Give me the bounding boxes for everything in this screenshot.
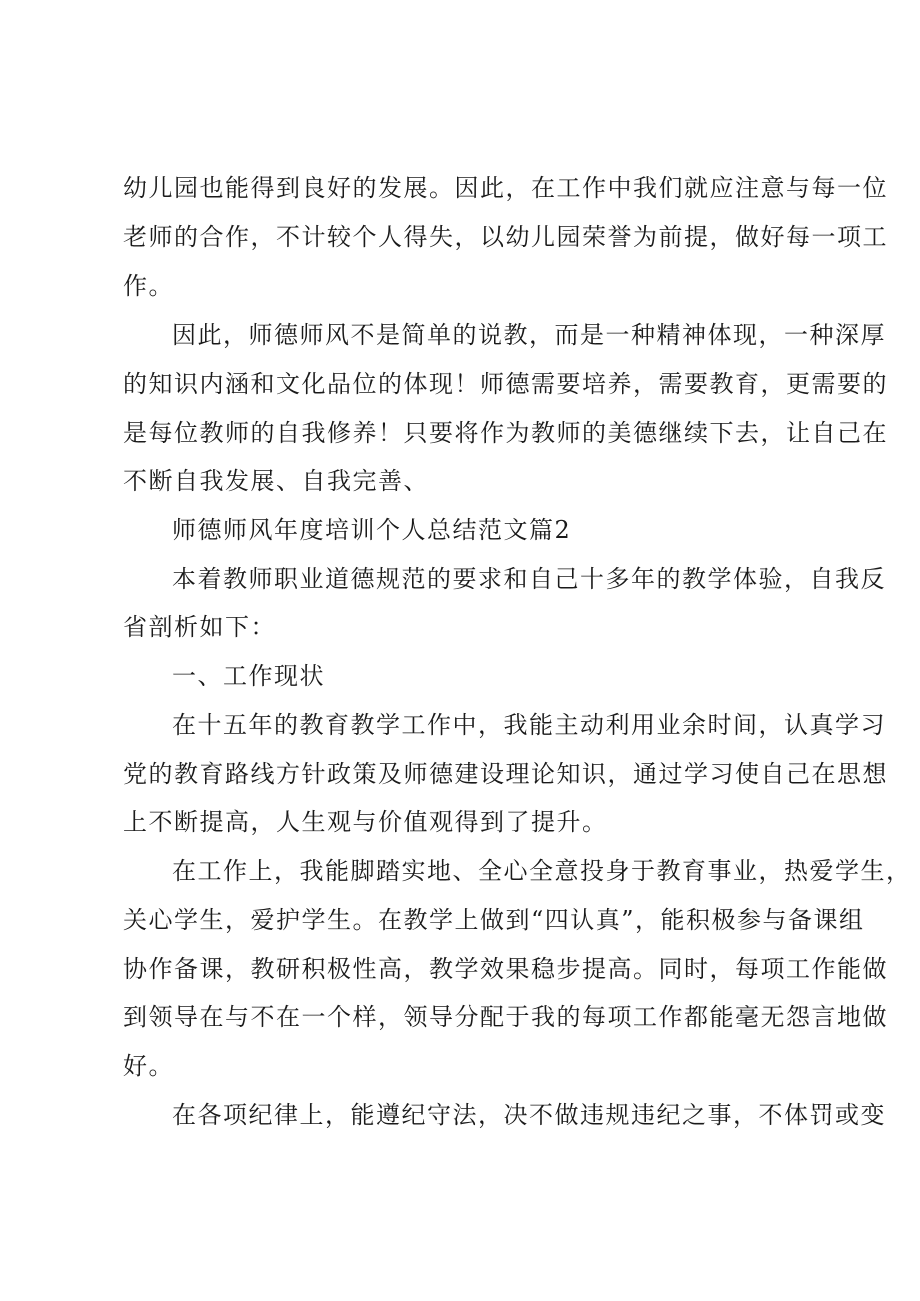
paragraph-start-line: 在各项纪律上，能遵纪守法，决不做违规违纪之事，不体罚或变 (172, 1101, 886, 1129)
text-line: 作。 (123, 272, 174, 300)
paragraph-start-line: 本着教师职业道德规范的要求和自己十多年的教学体验，自我反 (172, 565, 886, 593)
paragraph-start-line: 在工作上，我能脚踏实地、全心全意投身于教育事业，热爱学生， (172, 857, 912, 885)
paragraph-start-line: 因此，师德师风不是简单的说教，而是一种精神体现，一种深厚 (172, 321, 886, 349)
text-line: 幼儿园也能得到良好的发展。因此，在工作中我们就应注意与每一位 (123, 174, 888, 202)
text-line: 不断自我发展、自我完善、 (123, 467, 429, 495)
text-line: 好。 (123, 1052, 174, 1080)
text-line: 到领导在与不在一个样，领导分配于我的每项工作都能毫无怨言地做 (123, 1003, 888, 1031)
text-line: 关心学生，爱护学生。在教学上做到“四认真”，能积极参与备课组 (123, 906, 865, 934)
text-line: 是每位教师的自我修养！只要将作为教师的美德继续下去，让自己在 (123, 419, 888, 447)
section-title: 师德师风年度培训个人总结范文篇2 (172, 516, 572, 544)
text-line: 协作备课，教研积极性高，教学效果稳步提高。同时，每项工作能做 (123, 955, 888, 983)
text-line: 老师的合作，不计较个人得失，以幼儿园荣誉为前提，做好每一项工 (123, 223, 888, 251)
section-heading: 一、工作现状 (172, 662, 325, 690)
paragraph-start-line: 在十五年的教育教学工作中，我能主动利用业余时间，认真学习 (172, 711, 886, 739)
text-line: 省剖析如下： (123, 613, 276, 641)
text-line: 的知识内涵和文化品位的体现！师德需要培养，需要教育，更需要的 (123, 370, 888, 398)
text-line: 上不断提高，人生观与价值观得到了提升。 (123, 808, 608, 836)
text-line: 党的教育路线方针政策及师德建设理论知识，通过学习使自己在思想 (123, 760, 888, 788)
